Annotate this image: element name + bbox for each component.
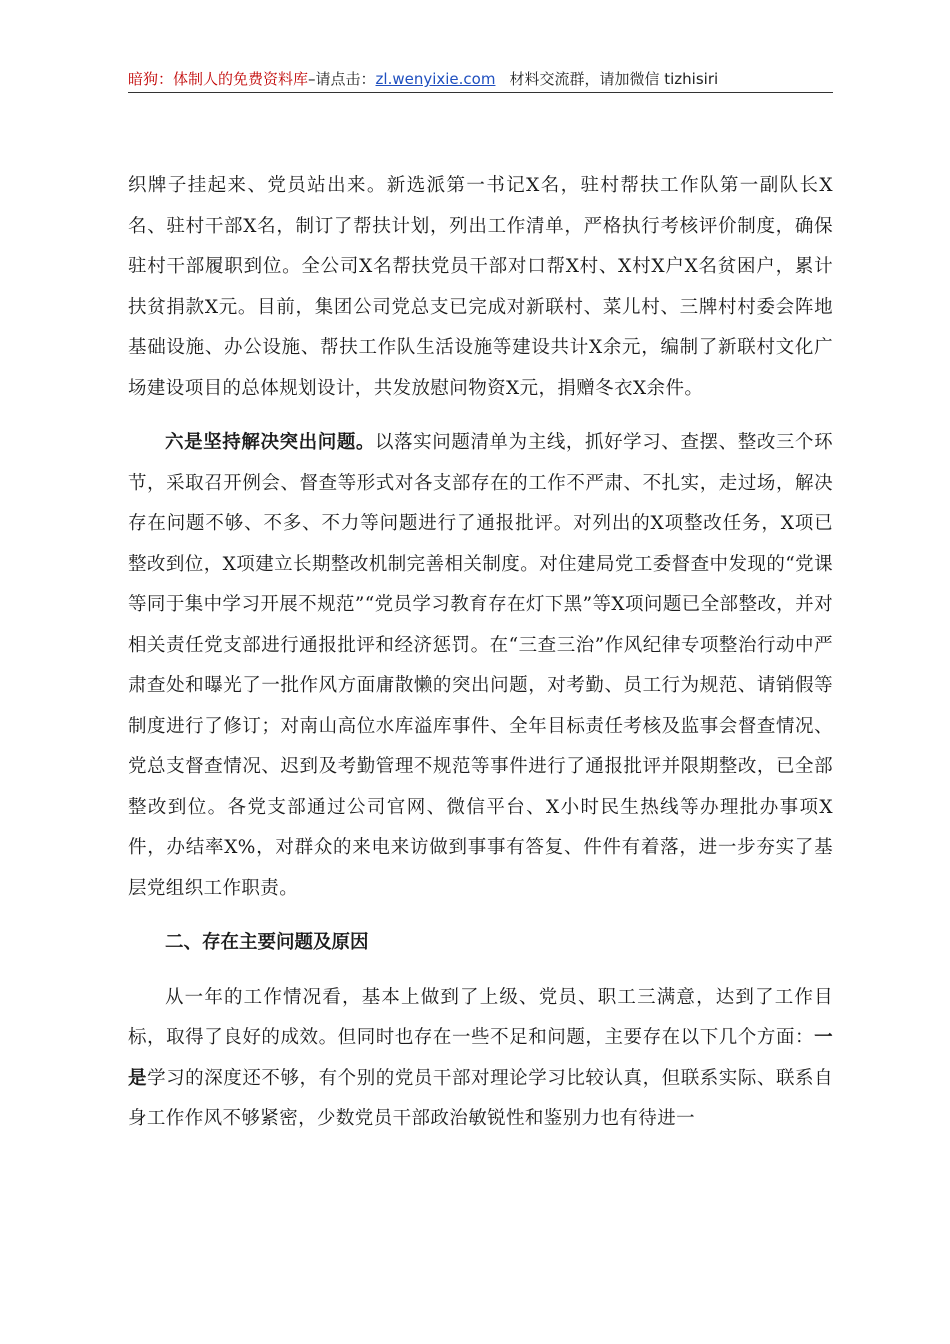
paragraph-problems-rest: 学习的深度还不够，有个别的党员干部对理论学习比较认真，但联系实际、联系自身工作作风不够紧密，少数党员干部政治敏锐性和鉴别力也有待进一	[128, 1067, 833, 1129]
header-prompt: –请点击：	[308, 70, 376, 88]
section-heading: 二、存在主要问题及原因	[165, 932, 369, 953]
header-brand: 暗狗：体制人的免费资料库	[128, 70, 309, 88]
paragraph-continuation: 织牌子挂起来、党员站出来。新选派第一书记X名，驻村帮扶工作队第一副队长X名、驻村干部X名，制订了帮扶计划，列出工作清单，严格执行考核评价制度，确保驻村干部履职到位。全公司X名帮扶党员干部对口帮X村、X村X户X名贫困户，累计扶贫捐款X元。目前，集团公司党总支已完成对新联村、菜儿村、三牌村村委会阵地基础设施、办公设施、帮扶工作队生活设施等建设共计X余元，编制了新联村文化广场建设项目的总体规划设计，共发放慰问物资X元，捐赠冬衣X余件。	[128, 175, 833, 399]
paragraph-problems	[128, 978, 833, 1140]
document-body	[128, 166, 833, 1140]
header-link[interactable]: zl.wenyixie.com	[375, 70, 496, 88]
header-contact: 材料交流群，请加微信 tizhisiri	[509, 70, 719, 88]
paragraph-six	[128, 423, 833, 909]
paragraph-problems-text: 从一年的工作情况看，基本上做到了上级、党员、职工三满意，达到了工作目标，取得了良好的成效。但同时也存在一些不足和问题，主要存在以下几个方面：	[128, 986, 833, 1048]
page-header	[128, 68, 833, 93]
paragraph-six-text: 以落实问题清单为主线，抓好学习、查摆、整改三个环节，采取召开例会、督查等形式对各支部存在的工作不严肃、不扎实，走过场，解决存在问题不够、不多、不力等问题进行了通报批评。对列出的X项整改任务，X项已整改到位，X项建立长期整改机制完善相关制度。对住建局党工委督查中发现的“党课等同于集中学习开展不规范”“党员学习教育存在灯下黑”等X项问题已全部整改，并对相关责任党支部进行通报批评和经济惩罚。在“三查三治”作风纪律专项整治行动中严肃查处和曝光了一批作风方面庸散懒的突出问题，对考勤、员工行为规范、请销假等制度进行了修订；对南山高位水库溢库事件、全年目标责任考核及监事会督查情况、党总支督查情况、迟到及考勤管理不规范等事件进行了通报批评并限期整改，已全部整改到位。各党支部通过公司官网、微信平台、X小时民生热线等办理批办事项X件，办结率X%，对群众的来电来访做到事事有答复、件件有着落，进一步夯实了基层党组织工作职责。	[128, 432, 833, 899]
paragraph-six-lead: 六是坚持解决突出问题。	[165, 432, 375, 453]
paragraph-problems-lead: 一是	[128, 1027, 833, 1089]
